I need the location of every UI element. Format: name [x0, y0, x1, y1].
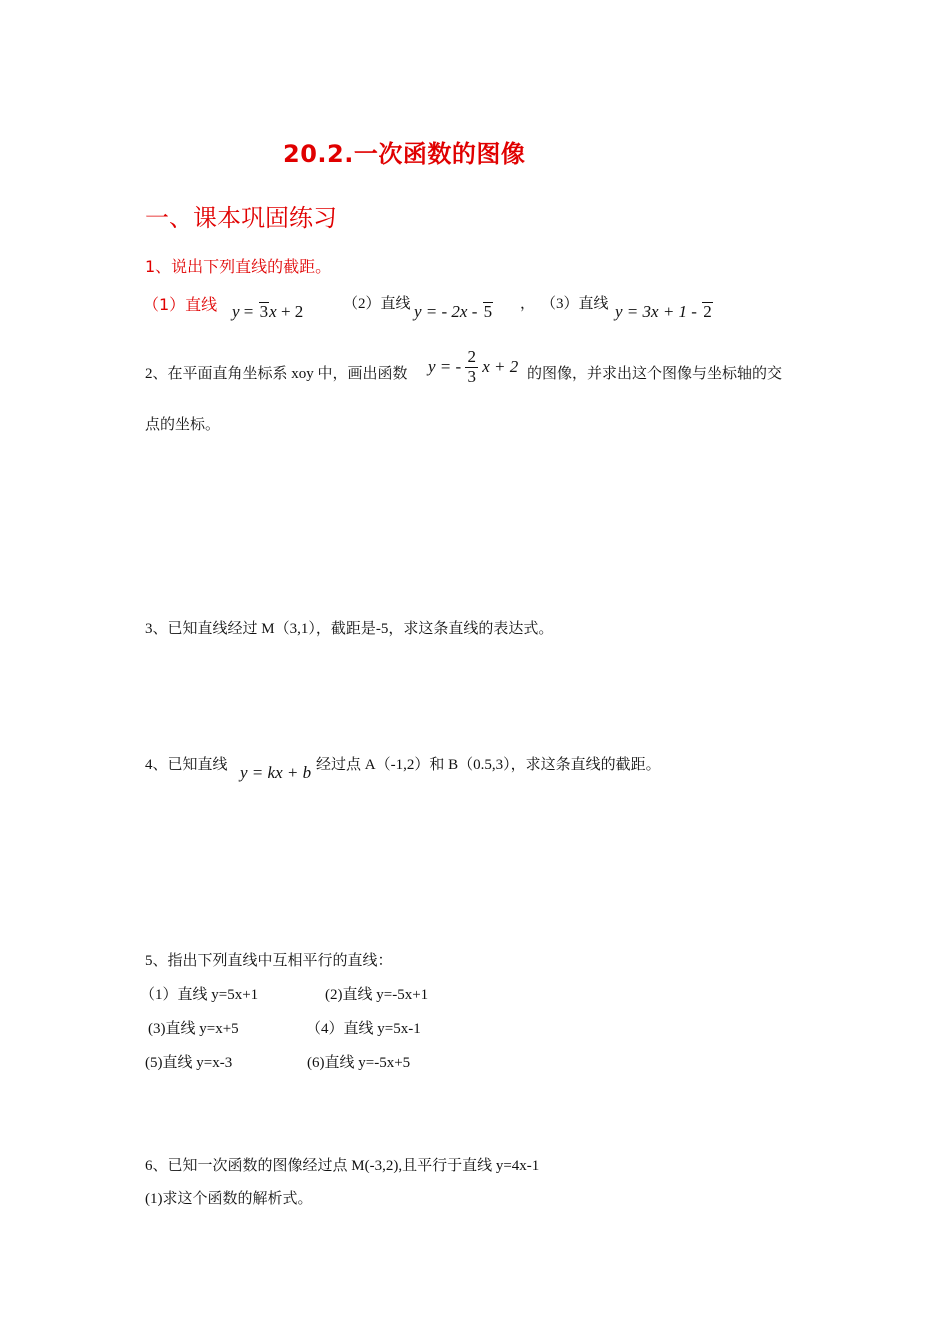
- q2-fraction-denominator: 3: [467, 366, 476, 386]
- question-2-text: [145, 362, 408, 383]
- question-6-text: 6、已知一次函数的图像经过点 M(-3,2),且平行于直线 y=4x-1: [145, 1158, 540, 1174]
- q4-text-after: 经过点 A（-1,2）和 B（0.5,3），求这条直线的截距。: [316, 757, 661, 773]
- q2-text-after: 的图像，并求出这个图像与坐标轴的交: [527, 366, 783, 382]
- question-3-text: 3、已知直线经过 M（3,1），截距是-5，求这条直线的表达式。: [145, 621, 554, 637]
- q1-item1-const: + 2: [276, 302, 304, 321]
- q1-item3-expression: [615, 302, 713, 322]
- q2-fraction-numerator: 2: [467, 347, 476, 366]
- q1-item3-sqrt: 2: [703, 302, 712, 321]
- question-1-text: 1、说出下列直线的截距。: [145, 257, 332, 276]
- q4-text-before: 4、已知直线: [145, 757, 228, 773]
- q1-item3-expr-text: y = 3x + 1 -: [615, 302, 702, 321]
- q1-item2-sqrt: 5: [483, 302, 493, 321]
- q6-subquestion-1: (1)求这个函数的解析式。: [145, 1191, 313, 1207]
- q1-item2-separator: ，: [520, 296, 536, 312]
- page-title: 20.2.一次函数的图像: [283, 140, 526, 168]
- q5-item-2: (2)直线 y=-5x+1: [325, 987, 429, 1003]
- section-heading: 一、课本巩固练习: [145, 204, 337, 232]
- q5-item-1: （1）直线 y=5x+1: [140, 987, 259, 1003]
- q1-item3-label: （3）直线: [541, 296, 609, 312]
- q2-text-before: 2、在平面直角坐标系 xoy 中，画出函数: [145, 366, 408, 382]
- q1-item1-label: （1）直线: [143, 295, 218, 314]
- q2-expr-lhs: y = -: [428, 357, 466, 377]
- question-5-text: 5、指出下列直线中互相平行的直线：: [145, 953, 393, 969]
- q1-item1-expression: [232, 302, 303, 322]
- q5-item-3: (3)直线 y=x+5: [148, 1021, 239, 1037]
- q5-item-5: (5)直线 y=x-3: [145, 1055, 233, 1071]
- q1-item1-y: y: [232, 302, 240, 321]
- q2-expr-rhs: x + 2: [482, 357, 519, 377]
- q4-line-expression: y = kx + b: [240, 763, 312, 782]
- q5-item-4: （4）直线 y=5x-1: [306, 1021, 421, 1037]
- q1-item2-expr-text: y = - 2x -: [414, 302, 482, 321]
- q2-fraction: [465, 348, 478, 386]
- q5-item-6: (6)直线 y=-5x+5: [307, 1055, 411, 1071]
- q1-item2-label: （2）直线: [343, 296, 411, 312]
- q1-item1-eq: =: [243, 302, 254, 321]
- q2-function-expression: [428, 348, 518, 386]
- q1-item2-expression: [414, 302, 493, 322]
- q1-item1-x: x: [269, 302, 277, 321]
- q1-item1-sqrt: 3: [259, 302, 269, 321]
- q2-text-line2: 点的坐标。: [145, 417, 221, 433]
